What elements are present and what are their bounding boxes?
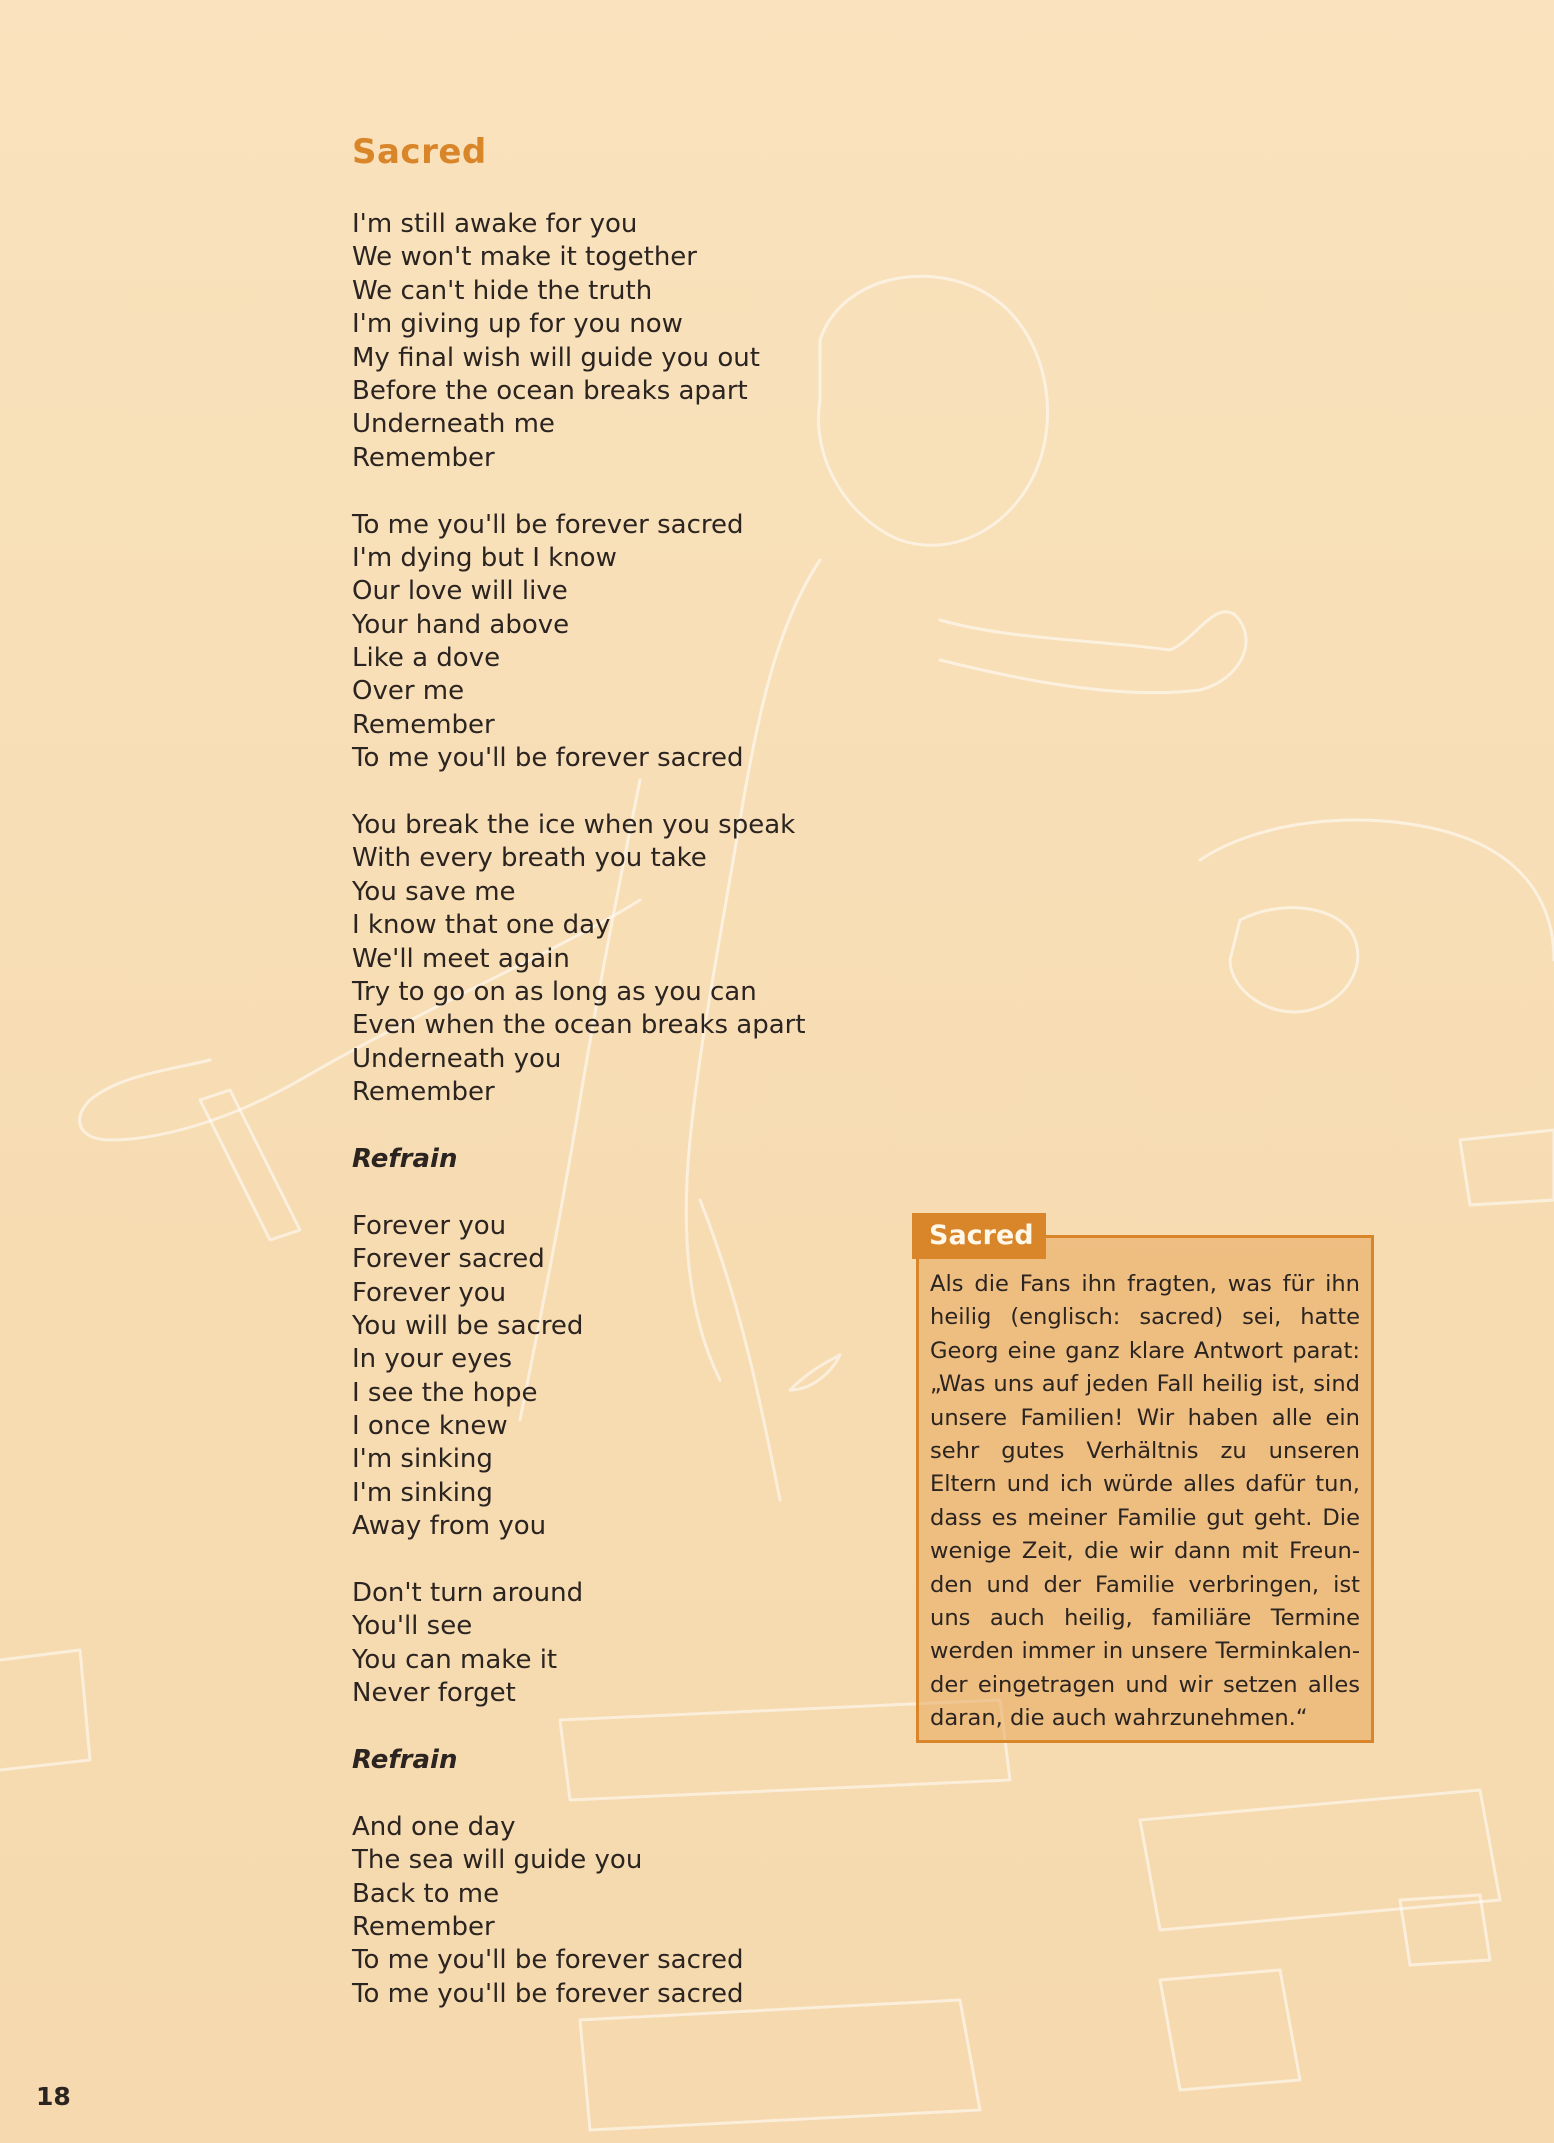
equipment-outline-6 [1400,1895,1490,1965]
lyric-line: And one day [352,1811,516,1842]
stanza-gap [352,1777,912,1810]
page-number: 18 [36,2082,71,2111]
lyric-line: Never forget [352,1678,516,1709]
lyric-line: Like a dove [352,643,501,674]
lyric-line: You break the ice when you speak [352,810,796,841]
lyric-line: Forever you [352,1210,507,1241]
lyric-line: To me you'll be forever sacred [352,509,744,540]
lyric-line: Away from you [352,1511,547,1542]
lyric-line: I'm dying but I know [352,542,617,573]
lyric-line: You save me [352,876,516,907]
lyric-line: To me you'll be forever sacred [352,1978,744,2009]
equipment-outline-3 [580,2000,980,2130]
lyric-line: My final wish will guide you out [352,342,760,373]
lyric-line: Underneath me [352,409,555,440]
stanza-gap [352,1711,912,1744]
microphone-outline [200,1090,300,1240]
lyric-line: Remember [352,442,495,473]
equipment-outline-4 [0,1650,90,1770]
lyric-line: We can't hide the truth [352,275,653,306]
lyric-line: Even when the ocean breaks apart [352,1010,806,1041]
lyric-line: I know that one day [352,910,611,941]
figure-arm-right-outline [940,612,1246,693]
lyric-line: Your hand above [352,609,570,640]
lyric-line: We'll meet again [352,943,570,974]
stanza-gap [352,776,912,809]
lyric-line: I'm sinking [352,1477,493,1508]
lyric-line: I once knew [352,1411,508,1442]
lyric-line: Remember [352,1077,495,1108]
stanza-gap [352,1544,912,1577]
lyric-line: You can make it [352,1644,558,1675]
stanza-gap [352,1110,912,1143]
stanza-gap [352,1176,912,1209]
lyric-line: I see the hope [352,1377,538,1408]
lyric-line: With every breath you take [352,843,707,874]
lyric-line: The sea will guide you [352,1845,643,1876]
lyric-line: You will be sacred [352,1310,584,1341]
equipment-outline-2 [1140,1790,1500,1930]
equipment-outline-7 [1460,1130,1554,1205]
lyric-line: Try to go on as long as you can [352,976,757,1007]
lyrics [352,208,912,2011]
lyric-line: Don't turn around [352,1578,584,1609]
lyric-line: Over me [352,676,465,707]
lyric-line: I'm still awake for you [352,209,638,239]
lyric-line: I'm sinking [352,1444,493,1475]
lyric-line: You'll see [352,1611,473,1642]
lyric-line: To me you'll be forever sacred [352,1945,744,1976]
info-box-title: Sacred [912,1213,1046,1259]
refrain-label: Refrain [352,1143,458,1174]
lyric-line: Our love will live [352,576,568,607]
lyric-line: Back to me [352,1878,500,1909]
lyric-line: I'm giving up for you now [352,309,683,340]
song-title: Sacred [352,132,487,172]
lyric-line: We won't make it together [352,242,697,273]
stanza-gap [352,475,912,508]
drum-kit-outline [1200,820,1554,960]
lyric-line: Remember [352,1911,495,1942]
lyric-line: Remember [352,709,495,740]
lyric-line: Forever you [352,1277,507,1308]
equipment-outline-5 [1160,1970,1300,2090]
lyric-line: Forever sacred [352,1244,545,1275]
lyric-line: To me you'll be forever sacred [352,743,744,774]
refrain-label: Refrain [352,1744,458,1775]
lyric-line: Before the ocean breaks apart [352,375,748,406]
lyric-line: Underneath you [352,1043,562,1074]
info-box-text: Als die Fans ihn fragten, was für ihn heilig (englisch: sacred) sei, hatte Georg eine ganz klare Antwort parat: „Was uns auf jeden Fall heilig ist, sind unsere Familien! Wir haben alle ein sehr gutes Verhältnis zu unseren Eltern und ich würde alles dafür tun, dass es meiner Familie gut geht. Die wenige Zeit, die wir dann mit Freunden und der Familie verbringen, ist uns auch heilig, familiäre Termine werden immer in unsere Terminkalender eingetragen und wir setzen alles daran, die auch wahrzunehmen.“ [930,1271,1360,1732]
drum-kit-detail-outline [1230,908,1358,1012]
lyric-line: In your eyes [352,1344,513,1375]
